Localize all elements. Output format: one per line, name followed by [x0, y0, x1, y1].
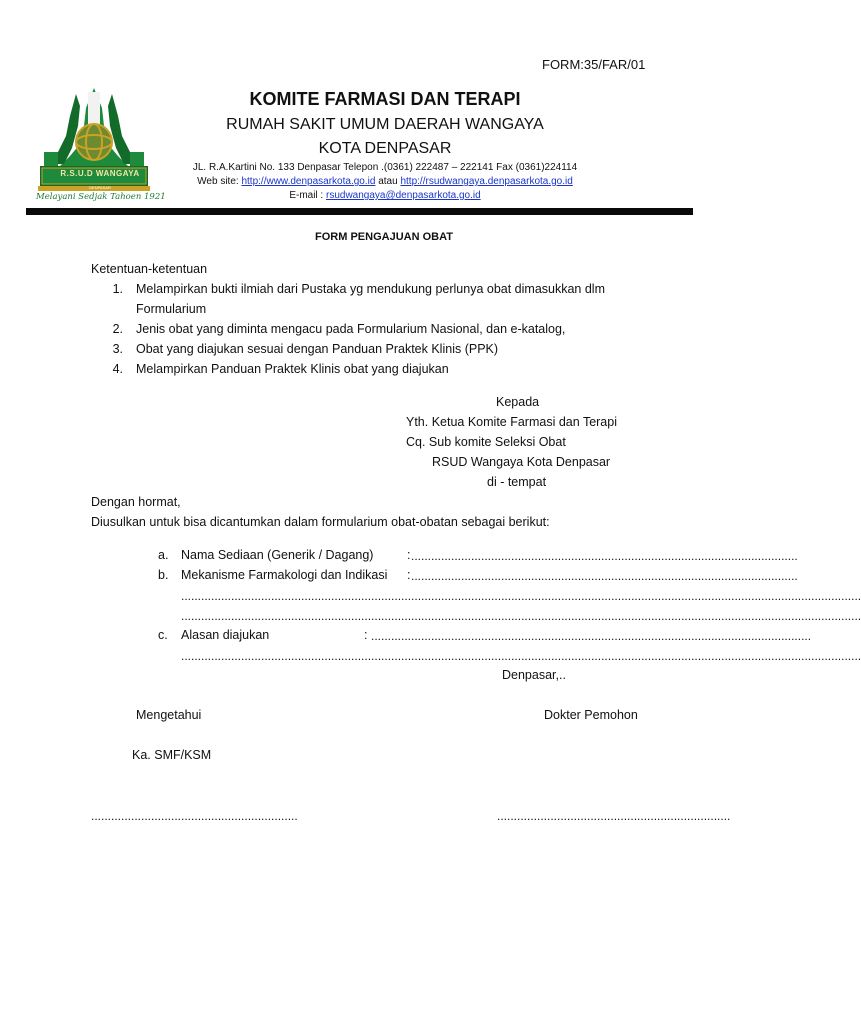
field-label-mechanism: Mekanisme Farmakologi dan Indikasi — [181, 568, 388, 582]
form-title: FORM PENGAJUAN OBAT — [315, 231, 453, 243]
addressee-line: RSUD Wangaya Kota Denpasar — [432, 455, 611, 469]
provision-text-cont: Formularium — [136, 302, 207, 316]
website-separator: atau — [375, 176, 401, 187]
logo-sub-text: DENPASAR — [89, 185, 111, 190]
field-label-name: Nama Sediaan (Generik / Dagang) — [181, 548, 374, 562]
fill-line-mechanism-cont[interactable]: ............................................................................................................................................................................................................ — [181, 609, 861, 623]
addressee-kepada: Kepada — [496, 395, 540, 409]
field-colon: : — [407, 548, 411, 562]
signature-line-left[interactable]: .............................................................. — [91, 809, 298, 823]
provision-text: Melampirkan bukti ilmiah dari Pustaka yg mendukung perlunya obat dimasukkan dlm — [136, 282, 605, 296]
greeting: Dengan hormat, — [91, 495, 181, 509]
field-letter: b. — [158, 568, 169, 582]
intro-text: Diusulkan untuk bisa dicantumkan dalam formularium obat-obatan sebagai berikut: — [91, 515, 550, 529]
field-letter: a. — [158, 548, 169, 562]
field-colon: : — [407, 568, 411, 582]
email-line — [160, 190, 610, 201]
provision-number: 1. — [112, 282, 123, 296]
provision-number: 4. — [112, 362, 123, 376]
field-colon: : — [364, 628, 368, 642]
address-line: JL. R.A.Kartini No. 133 Denpasar Telepon .(0361) 222487 – 222141 Fax (0361)224114 — [192, 162, 578, 173]
website-link-1[interactable]: http://www.denpasarkota.go.id — [241, 176, 376, 187]
fill-line-mechanism-cont[interactable]: ............................................................................................................................................................................................................ — [181, 589, 861, 603]
header-divider — [26, 208, 693, 215]
signature-left-role: Ka. SMF/KSM — [132, 748, 212, 762]
website-prefix: Web site: — [197, 176, 242, 187]
provision-text: Obat yang diajukan sesuai dengan Panduan Praktek Klinis (PPK) — [136, 342, 499, 356]
field-label-reason: Alasan diajukan — [181, 628, 270, 642]
provision-text: Melampirkan Panduan Praktek Klinis obat yang diajukan — [136, 362, 449, 376]
place-date: Denpasar,.. — [502, 668, 566, 682]
email-link[interactable]: rsudwangaya@denpasarkota.go.id — [325, 190, 481, 201]
signature-left-title: Mengetahui — [136, 708, 202, 722]
fill-line-reason-cont[interactable]: ............................................................................................................................................................................................................ — [181, 649, 861, 663]
website-line — [160, 176, 610, 187]
fill-line-reason[interactable]: .................................................................................................................................... — [371, 629, 812, 643]
provision-number: 3. — [112, 342, 123, 356]
logo-motto: Melayani Sedjak Tahoen 1921 — [36, 192, 166, 202]
fill-line-name[interactable]: .................................................................................................................... — [411, 549, 798, 563]
website-link-2[interactable]: http://rsudwangaya.denpasarkota.go.id — [400, 176, 573, 187]
signature-right-title: Dokter Pemohon — [544, 708, 638, 722]
logo-badge-text: R.S.U.D WANGAYA — [60, 169, 140, 178]
email-prefix: E-mail : — [289, 190, 326, 201]
city-name: KOTA DENPASAR — [318, 140, 452, 157]
addressee-line: Cq. Sub komite Seleksi Obat — [406, 435, 566, 449]
addressee-line: di - tempat — [487, 475, 547, 489]
provisions-heading: Ketentuan-ketentuan — [91, 262, 208, 276]
field-letter: c. — [158, 628, 168, 642]
provision-text: Jenis obat yang diminta mengacu pada Formularium Nasional, dan e-katalog, — [136, 322, 566, 336]
provision-number: 2. — [112, 322, 123, 336]
signature-line-right[interactable]: ...................................................................... — [497, 809, 731, 823]
fill-line-mechanism[interactable]: .................................................................................................................... — [411, 569, 798, 583]
addressee-line: Yth. Ketua Komite Farmasi dan Terapi — [406, 415, 617, 429]
form-code: FORM:35/FAR/01 — [542, 57, 646, 72]
hospital-name: RUMAH SAKIT UMUM DAERAH WANGAYA — [226, 116, 544, 133]
org-name: KOMITE FARMASI DAN TERAPI — [249, 89, 521, 109]
